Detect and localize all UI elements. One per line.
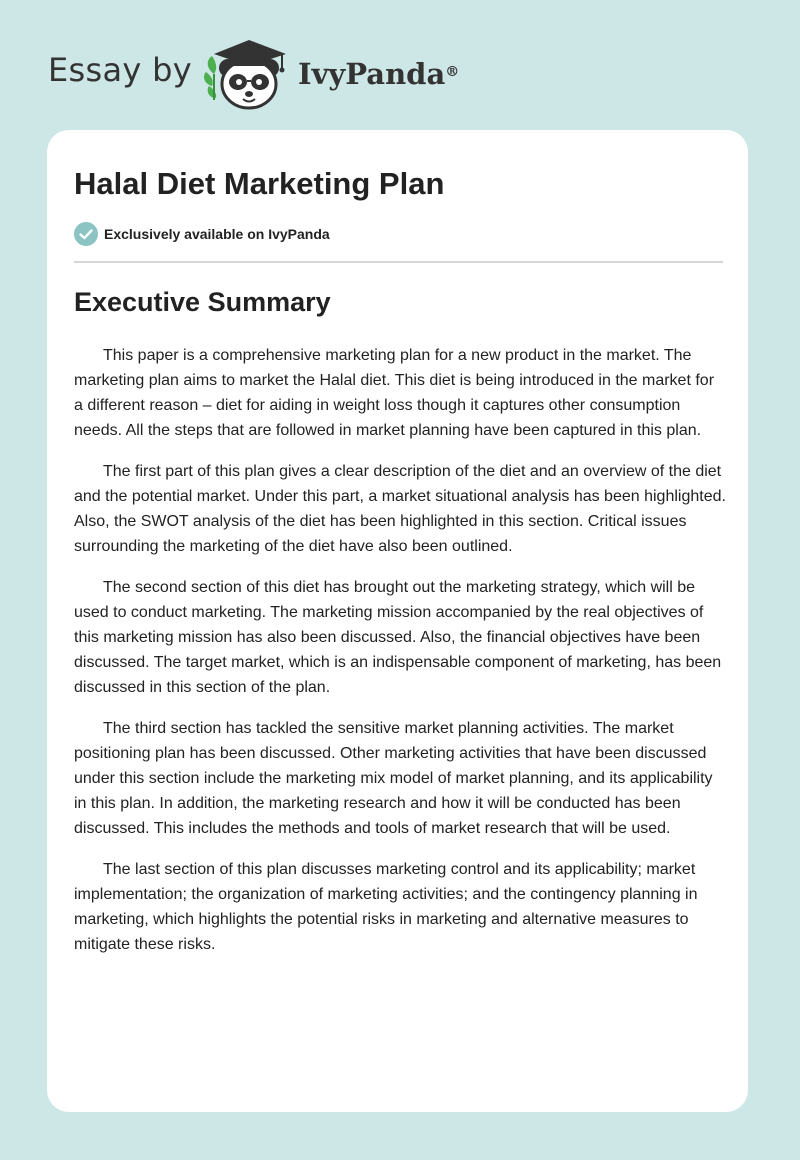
check-circle-icon bbox=[74, 222, 98, 246]
paragraph: The first part of this plan gives a clear description of the diet and an overview of the diet and the potential market. Under this part, a market situational analysis has been highlighted. Also, the SWOT analysis of the diet has been highlighted in this section. Critical issues surrounding the marketing of the diet have also been outlined. bbox=[74, 463, 726, 555]
essay-title: Halal Diet Marketing Plan bbox=[74, 166, 445, 201]
paragraph: The second section of this diet has brought out the marketing strategy, which will be used to conduct marketing. The marketing mission accompanied by the real objectives of this marketing mission has also been discussed. Also, the financial objectives have been discussed. The target market, which is an indispensable component of marketing, has been discussed in this section of the plan. bbox=[74, 579, 722, 696]
brand-name[interactable] bbox=[298, 56, 459, 92]
panda-logo-icon[interactable] bbox=[200, 34, 296, 110]
title-divider bbox=[74, 261, 723, 263]
essay-card bbox=[47, 130, 748, 1112]
paragraph: This paper is a comprehensive marketing plan for a new product in the market. The marketing plan aims to market the Halal diet. This diet is being introduced in the market for a different reason – diet for aiding in weight loss though it captures other consumption needs. All the steps that are followed in market planning have been captured in this plan. bbox=[74, 347, 715, 439]
exclusive-badge bbox=[74, 222, 330, 246]
site-header bbox=[0, 0, 800, 130]
essay-by-label: Essay by bbox=[48, 51, 192, 89]
paragraph: The last section of this plan discusses marketing control and its applicability; market implementation; the organization of marketing activities; and the contingency planning in marketing, which highlights the potential risks in marketing and alternative measures to mitigate these risks. bbox=[74, 861, 698, 953]
essay-body bbox=[74, 343, 726, 973]
paragraph: The third section has tackled the sensitive market planning activities. The market positioning plan has been discussed. Other marketing activities that have been discussed under this section include the marketing mix model of market planning, and its applicability in this plan. In addition, the marketing research and how it will be conducted has been discussed. This includes the methods and tools of market research that will be used. bbox=[74, 720, 713, 837]
section-heading: Executive Summary bbox=[74, 287, 331, 317]
registered-mark: ® bbox=[445, 64, 460, 80]
brand-name-text: IvyPanda bbox=[298, 57, 446, 91]
exclusive-badge-label: Exclusively available on IvyPanda bbox=[104, 226, 330, 242]
